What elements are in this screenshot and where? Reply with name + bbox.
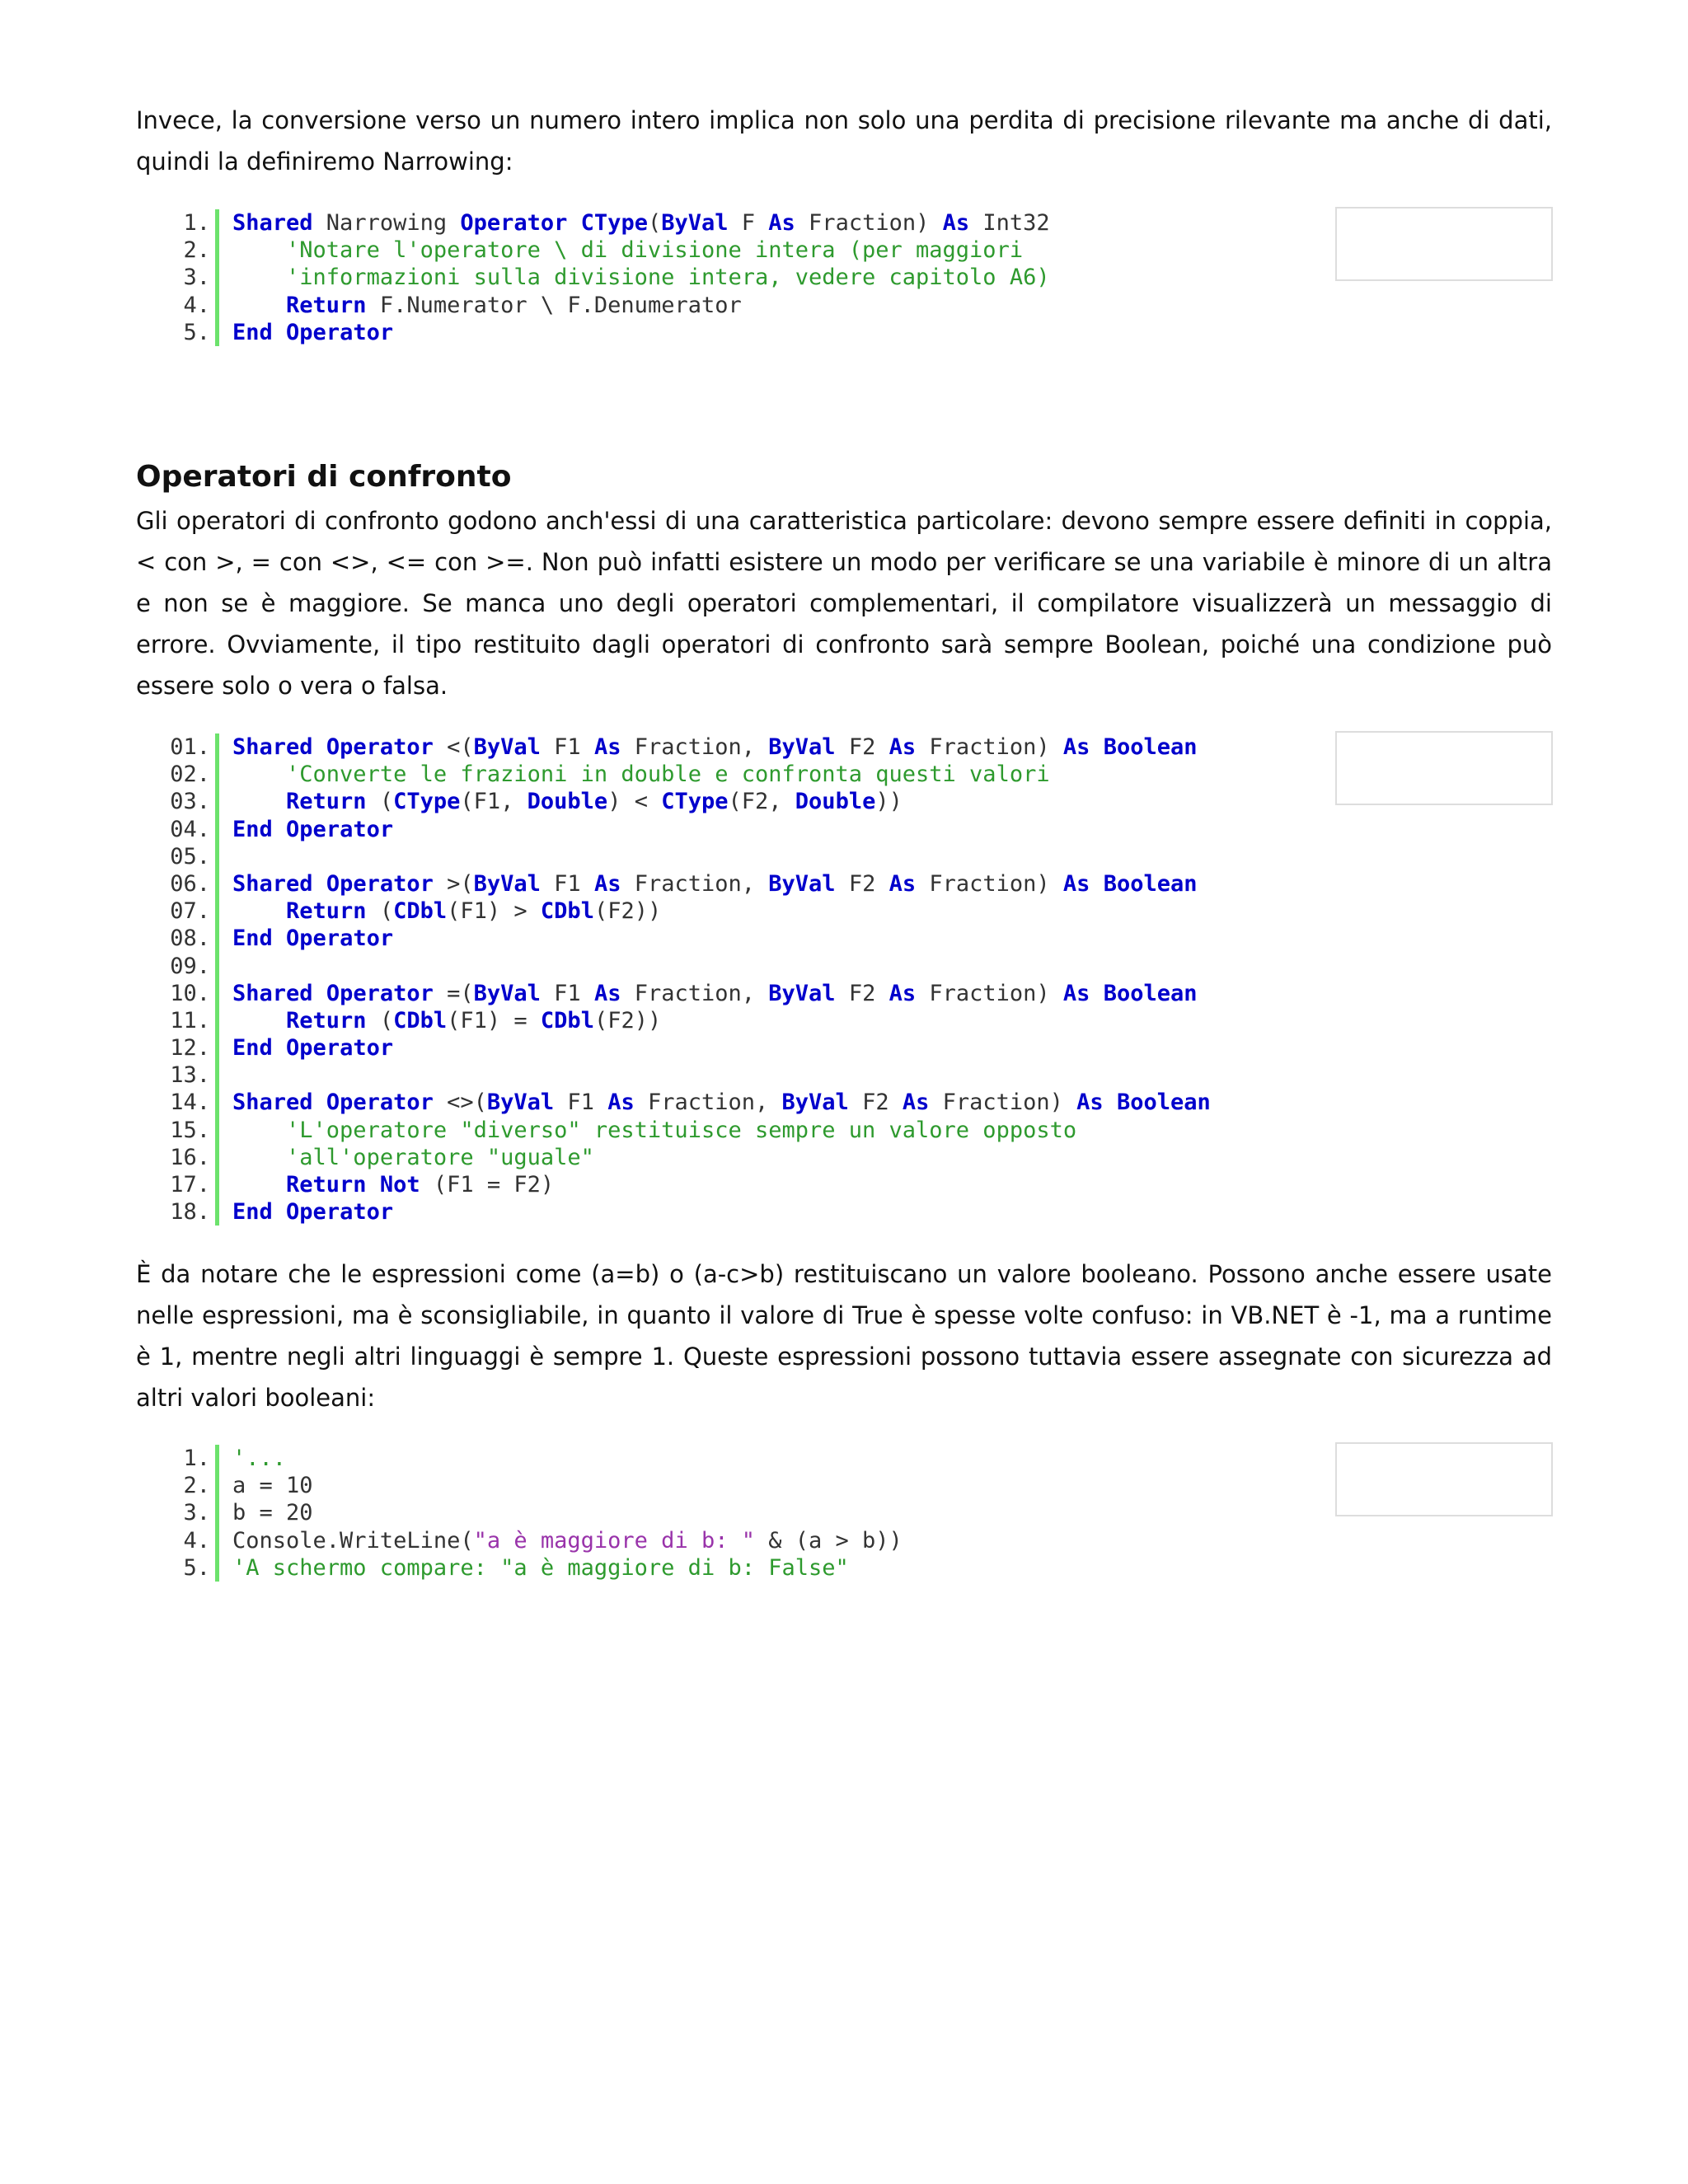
code-keyword: Operator xyxy=(286,319,394,345)
code-token xyxy=(1104,1090,1117,1115)
code-toolbar-box xyxy=(1335,1442,1553,1516)
code-keyword: As xyxy=(889,980,917,1006)
gutter-bar xyxy=(215,788,219,815)
code-token xyxy=(232,898,286,924)
code-token: Fraction) xyxy=(795,210,943,236)
code-keyword: Operator xyxy=(286,1199,394,1226)
gutter-bar xyxy=(215,1171,219,1198)
code-line xyxy=(165,1171,1211,1198)
code-keyword: ByVal xyxy=(473,980,541,1006)
code-token: >( xyxy=(433,870,474,897)
code-comment: 'informazioni sulla divisione intera, vedere capitolo A6) xyxy=(286,265,1050,291)
code-line xyxy=(165,816,1211,843)
code-keyword: Shared xyxy=(232,980,313,1006)
gutter-bar xyxy=(215,1062,219,1089)
code-keyword: As xyxy=(607,1090,635,1116)
code-token xyxy=(232,762,286,787)
code-keyword: As xyxy=(593,734,621,760)
line-number: 3. xyxy=(183,1500,210,1526)
code-keyword: Double xyxy=(527,789,608,815)
code-token: F2 xyxy=(835,870,889,897)
code-text xyxy=(232,733,1198,761)
gutter-bar xyxy=(215,870,219,898)
gutter-bar xyxy=(215,1527,219,1554)
gutter-bar xyxy=(215,292,219,319)
code-text xyxy=(232,1117,1076,1144)
code-comment: 'A schermo compare: "a è maggiore di b: False" xyxy=(232,1554,849,1581)
code-keyword: End xyxy=(232,1199,273,1226)
code-text xyxy=(232,980,1198,1007)
line-number: 05. xyxy=(170,843,210,869)
line-number: 5. xyxy=(183,1554,210,1581)
code-line xyxy=(165,953,1211,980)
code-token: Fraction) xyxy=(916,870,1063,897)
gutter-bar xyxy=(215,264,219,291)
code-token xyxy=(1090,981,1103,1006)
code-keyword: ByVal xyxy=(473,734,541,760)
code-text xyxy=(232,761,1050,788)
gutter-bar xyxy=(215,1445,219,1472)
code-keyword: ByVal xyxy=(768,980,836,1006)
code-keyword: Return xyxy=(286,1007,367,1033)
code-line xyxy=(165,1472,903,1499)
code-keyword: Shared xyxy=(232,734,313,760)
code-keyword: Return xyxy=(286,292,367,318)
line-number: 4. xyxy=(183,292,210,318)
gutter-bar xyxy=(215,953,219,980)
code-token xyxy=(273,817,286,842)
code-token xyxy=(273,1035,286,1061)
code-keyword: Operator xyxy=(326,734,434,760)
code-keyword: Return xyxy=(286,789,367,815)
code-token xyxy=(273,1199,286,1225)
code-keyword: ByVal xyxy=(473,870,541,897)
code-token: F.Numerator \ F.Denumerator xyxy=(366,292,742,318)
gutter-bar xyxy=(215,733,219,761)
gutter-bar xyxy=(215,843,219,870)
code-line xyxy=(165,1554,903,1582)
code-toolbar-box xyxy=(1335,731,1553,805)
gutter-bar xyxy=(215,925,219,952)
code-line xyxy=(165,292,1050,319)
code-token: & (a > b)) xyxy=(754,1527,903,1554)
section-heading: Operatori di confronto xyxy=(136,460,512,494)
gutter-bar xyxy=(215,1144,219,1171)
code-keyword: As xyxy=(889,734,917,760)
code-text xyxy=(232,1089,1211,1116)
code-token xyxy=(273,926,286,951)
code-line xyxy=(165,870,1211,898)
code-token: (F2)) xyxy=(593,898,662,925)
code-keyword: As xyxy=(1062,980,1090,1006)
code-keyword: As xyxy=(1062,734,1090,760)
code-token: (F2)) xyxy=(593,1007,662,1033)
code-token: F xyxy=(728,210,769,236)
code-line xyxy=(165,788,1211,815)
code-keyword: ByVal xyxy=(768,870,836,897)
code-text xyxy=(232,237,1023,264)
code-text xyxy=(232,816,393,843)
code-token: F1 xyxy=(540,980,594,1006)
gutter-bar xyxy=(215,1554,219,1582)
code-token: =( xyxy=(433,980,474,1006)
code-token xyxy=(273,320,286,345)
code-text xyxy=(232,898,661,925)
code-comment: 'Notare l'operatore \ di divisione intera (per maggiori xyxy=(286,237,1024,264)
code-token xyxy=(567,210,580,236)
line-number: 2. xyxy=(183,237,210,264)
gutter-bar xyxy=(215,1089,219,1116)
code-keyword: As xyxy=(1062,870,1090,897)
code-line xyxy=(165,925,1211,952)
line-number: 4. xyxy=(183,1527,210,1554)
code-text xyxy=(232,788,903,815)
code-keyword: As xyxy=(593,980,621,1006)
code-token: Narrowing xyxy=(312,210,461,236)
code-text xyxy=(232,1198,393,1226)
code-keyword: Return xyxy=(286,898,367,925)
code-token: F1 xyxy=(540,734,594,760)
code-block-comparison xyxy=(165,733,1211,1226)
code-keyword: End xyxy=(232,1035,273,1062)
code-line xyxy=(165,761,1211,788)
code-keyword: Operator xyxy=(286,1035,394,1062)
code-keyword: CDbl xyxy=(540,1007,594,1033)
code-keyword: ByVal xyxy=(781,1090,849,1116)
code-token xyxy=(313,1090,326,1115)
line-number: 01. xyxy=(170,734,210,760)
code-text xyxy=(232,1034,393,1062)
code-token: Fraction, xyxy=(634,1090,782,1116)
code-line xyxy=(165,898,1211,925)
code-keyword: CType xyxy=(393,789,461,815)
line-number: 02. xyxy=(170,762,210,788)
code-token: F2 xyxy=(848,1090,903,1116)
line-number: 2. xyxy=(183,1473,210,1499)
code-block-example xyxy=(165,1445,903,1582)
line-number: 10. xyxy=(170,980,210,1006)
code-token: Fraction) xyxy=(929,1090,1077,1116)
code-line xyxy=(165,843,1211,870)
code-token: Fraction, xyxy=(621,870,769,897)
code-line xyxy=(165,1445,903,1472)
code-keyword: Boolean xyxy=(1103,980,1198,1006)
code-token xyxy=(232,1118,286,1143)
line-number: 07. xyxy=(170,898,210,925)
line-number: 15. xyxy=(170,1117,210,1143)
code-line xyxy=(165,237,1050,264)
code-token: Fraction) xyxy=(916,734,1063,760)
code-line xyxy=(165,319,1050,346)
code-keyword: As xyxy=(593,870,621,897)
code-line xyxy=(165,1144,1211,1171)
gutter-bar xyxy=(215,816,219,843)
code-line xyxy=(165,1089,1211,1116)
code-token xyxy=(232,265,286,290)
code-comment: 'L'operatore "diverso" restituisce sempre un valore opposto xyxy=(286,1117,1077,1143)
code-token: Fraction, xyxy=(621,980,769,1006)
code-token xyxy=(232,237,286,263)
line-number: 18. xyxy=(170,1199,210,1226)
gutter-bar xyxy=(215,898,219,925)
code-block-narrowing xyxy=(165,209,1050,346)
code-token xyxy=(367,1172,380,1197)
code-keyword: CDbl xyxy=(393,1007,448,1033)
code-token: (F1) = xyxy=(447,1007,541,1033)
code-keyword: Return xyxy=(286,1172,367,1197)
line-number: 09. xyxy=(170,953,210,979)
line-number: 12. xyxy=(170,1035,210,1062)
line-number: 11. xyxy=(170,1007,210,1033)
line-number: 17. xyxy=(170,1172,210,1197)
code-token: F1 xyxy=(540,870,594,897)
code-keyword: Double xyxy=(795,789,876,815)
code-keyword: ByVal xyxy=(768,734,836,760)
code-text xyxy=(232,870,1198,898)
code-token: F2 xyxy=(835,980,889,1006)
code-line xyxy=(165,1527,903,1554)
code-line xyxy=(165,980,1211,1007)
line-number: 16. xyxy=(170,1144,210,1170)
code-line xyxy=(165,1198,1211,1226)
code-token: ) < xyxy=(607,789,662,815)
code-token: Fraction) xyxy=(916,980,1063,1006)
gutter-bar xyxy=(215,980,219,1007)
code-text xyxy=(232,319,393,346)
code-keyword: As xyxy=(1076,1090,1104,1116)
code-token: (F1) > xyxy=(447,898,541,925)
gutter-bar xyxy=(215,237,219,264)
code-token: F1 xyxy=(554,1090,608,1116)
line-number: 08. xyxy=(170,926,210,952)
code-text xyxy=(232,925,393,952)
code-token: (F1 = F2) xyxy=(420,1172,555,1197)
code-keyword: Boolean xyxy=(1116,1090,1211,1116)
code-token xyxy=(313,734,326,760)
code-line xyxy=(165,1062,1211,1089)
code-line xyxy=(165,264,1050,291)
code-token: Int32 xyxy=(969,210,1050,236)
line-number: 1. xyxy=(183,210,210,236)
code-token xyxy=(232,789,286,814)
code-comment: 'all'operatore "uguale" xyxy=(286,1144,594,1170)
line-number: 06. xyxy=(170,870,210,897)
code-text xyxy=(232,264,1050,291)
code-keyword: ByVal xyxy=(661,210,729,236)
line-number: 13. xyxy=(170,1062,210,1089)
code-token xyxy=(232,1008,286,1033)
code-keyword: Not xyxy=(379,1172,420,1197)
code-keyword: End xyxy=(232,319,273,345)
gutter-bar xyxy=(215,761,219,788)
paragraph-boolean-expressions: È da notare che le espressioni come (a=b) o (a-c>b) restituiscano un valore booleano. Possono anche essere usate nelle espressioni, ma è sconsigliabile, in quanto il valore di True è spesse volte confuso: in VB.NET è -1, ma a runtime è 1, mentre negli altri linguaggi è sempre 1. Queste espressioni possono tuttavia essere assegnate con sicurezza ad altri valori booleani: xyxy=(136,1260,1552,1412)
code-token: Console.WriteLine( xyxy=(232,1527,474,1554)
code-keyword: As xyxy=(768,210,795,236)
gutter-bar xyxy=(215,1117,219,1144)
code-text xyxy=(232,1144,594,1171)
gutter-bar xyxy=(215,209,219,237)
code-keyword: Boolean xyxy=(1103,870,1198,897)
code-keyword: As xyxy=(889,870,917,897)
line-number: 1. xyxy=(183,1446,210,1471)
code-string: "a è maggiore di b: " xyxy=(473,1527,755,1554)
code-text xyxy=(232,209,1050,237)
code-token xyxy=(313,981,326,1006)
code-token: ( xyxy=(366,789,394,815)
code-keyword: Operator xyxy=(286,816,394,842)
code-token: ( xyxy=(366,898,394,925)
code-keyword: CType xyxy=(580,210,648,236)
code-comment: '... xyxy=(232,1446,287,1471)
code-token: (F1, xyxy=(460,789,528,815)
gutter-bar xyxy=(215,1198,219,1226)
gutter-bar xyxy=(215,1472,219,1499)
code-keyword: Shared xyxy=(232,1090,313,1116)
line-number: 03. xyxy=(170,789,210,815)
code-text xyxy=(232,292,742,319)
code-keyword: CType xyxy=(661,789,729,815)
paragraph-narrowing-intro: Invece, la conversione verso un numero intero implica non solo una perdita di precisione rilevante ma anche di dati, quindi la definiremo Narrowing: xyxy=(136,106,1552,176)
code-token xyxy=(232,1145,286,1170)
code-keyword: Operator xyxy=(286,926,394,952)
code-keyword: As xyxy=(942,210,970,236)
code-keyword: Operator xyxy=(326,870,434,897)
code-token: ( xyxy=(366,1007,394,1033)
paragraph-comparison-operators: Gli operatori di confronto godono anch'essi di una caratteristica particolare: devono sempre essere definiti in coppia, < con >, = con <>, <= con >=. Non può infatti esistere un modo per verificare se una variabile è minore di un altra e non se è maggiore. Se manca uno degli operatori complementari, il compilatore visualizzerà un messaggio di errore. Ovviamente, il tipo restituito dagli operatori di confronto sarà sempre Boolean, poiché una condizione può essere solo o vera o falsa. xyxy=(136,507,1552,700)
code-line xyxy=(165,733,1211,761)
code-token: ( xyxy=(647,210,662,236)
code-keyword: Operator xyxy=(326,980,434,1006)
code-token: )) xyxy=(875,789,903,815)
code-token: <>( xyxy=(433,1090,487,1116)
code-token xyxy=(232,293,286,318)
code-keyword: Shared xyxy=(232,870,313,897)
code-token xyxy=(232,1172,286,1197)
code-keyword: CDbl xyxy=(540,898,594,925)
code-token: F2 xyxy=(835,734,889,760)
code-line xyxy=(165,209,1050,237)
line-number: 5. xyxy=(183,319,210,345)
code-line xyxy=(165,1034,1211,1062)
code-text xyxy=(232,1554,849,1582)
code-text xyxy=(232,1171,554,1198)
code-keyword: End xyxy=(232,926,273,952)
code-keyword: ByVal xyxy=(486,1090,555,1116)
line-number: 14. xyxy=(170,1090,210,1116)
code-toolbar-box xyxy=(1335,207,1553,281)
line-number: 04. xyxy=(170,816,210,842)
gutter-bar xyxy=(215,1499,219,1526)
code-token: <( xyxy=(433,734,474,760)
code-keyword: Shared xyxy=(232,210,313,236)
code-keyword: Boolean xyxy=(1103,734,1198,760)
code-text xyxy=(232,1472,313,1499)
code-keyword: CDbl xyxy=(393,898,448,925)
code-token: a = 10 xyxy=(232,1473,313,1499)
gutter-bar xyxy=(215,1007,219,1034)
code-comment: 'Converte le frazioni in double e confronta questi valori xyxy=(286,762,1050,788)
code-token: b = 20 xyxy=(232,1500,313,1526)
code-keyword: Operator xyxy=(460,210,568,236)
code-token: Fraction, xyxy=(621,734,769,760)
code-keyword: End xyxy=(232,816,273,842)
code-token xyxy=(1090,871,1103,897)
gutter-bar xyxy=(215,1034,219,1062)
code-text xyxy=(232,1007,661,1034)
code-keyword: Operator xyxy=(326,1090,434,1116)
code-line xyxy=(165,1007,1211,1034)
code-token: (F2, xyxy=(728,789,795,815)
code-line xyxy=(165,1117,1211,1144)
code-line xyxy=(165,1499,903,1526)
gutter-bar xyxy=(215,319,219,346)
code-token xyxy=(1090,734,1103,760)
line-number: 3. xyxy=(183,265,210,291)
code-text xyxy=(232,1527,903,1554)
code-text xyxy=(232,1445,286,1472)
code-token xyxy=(313,871,326,897)
code-text xyxy=(232,1499,313,1526)
code-keyword: As xyxy=(902,1090,930,1116)
